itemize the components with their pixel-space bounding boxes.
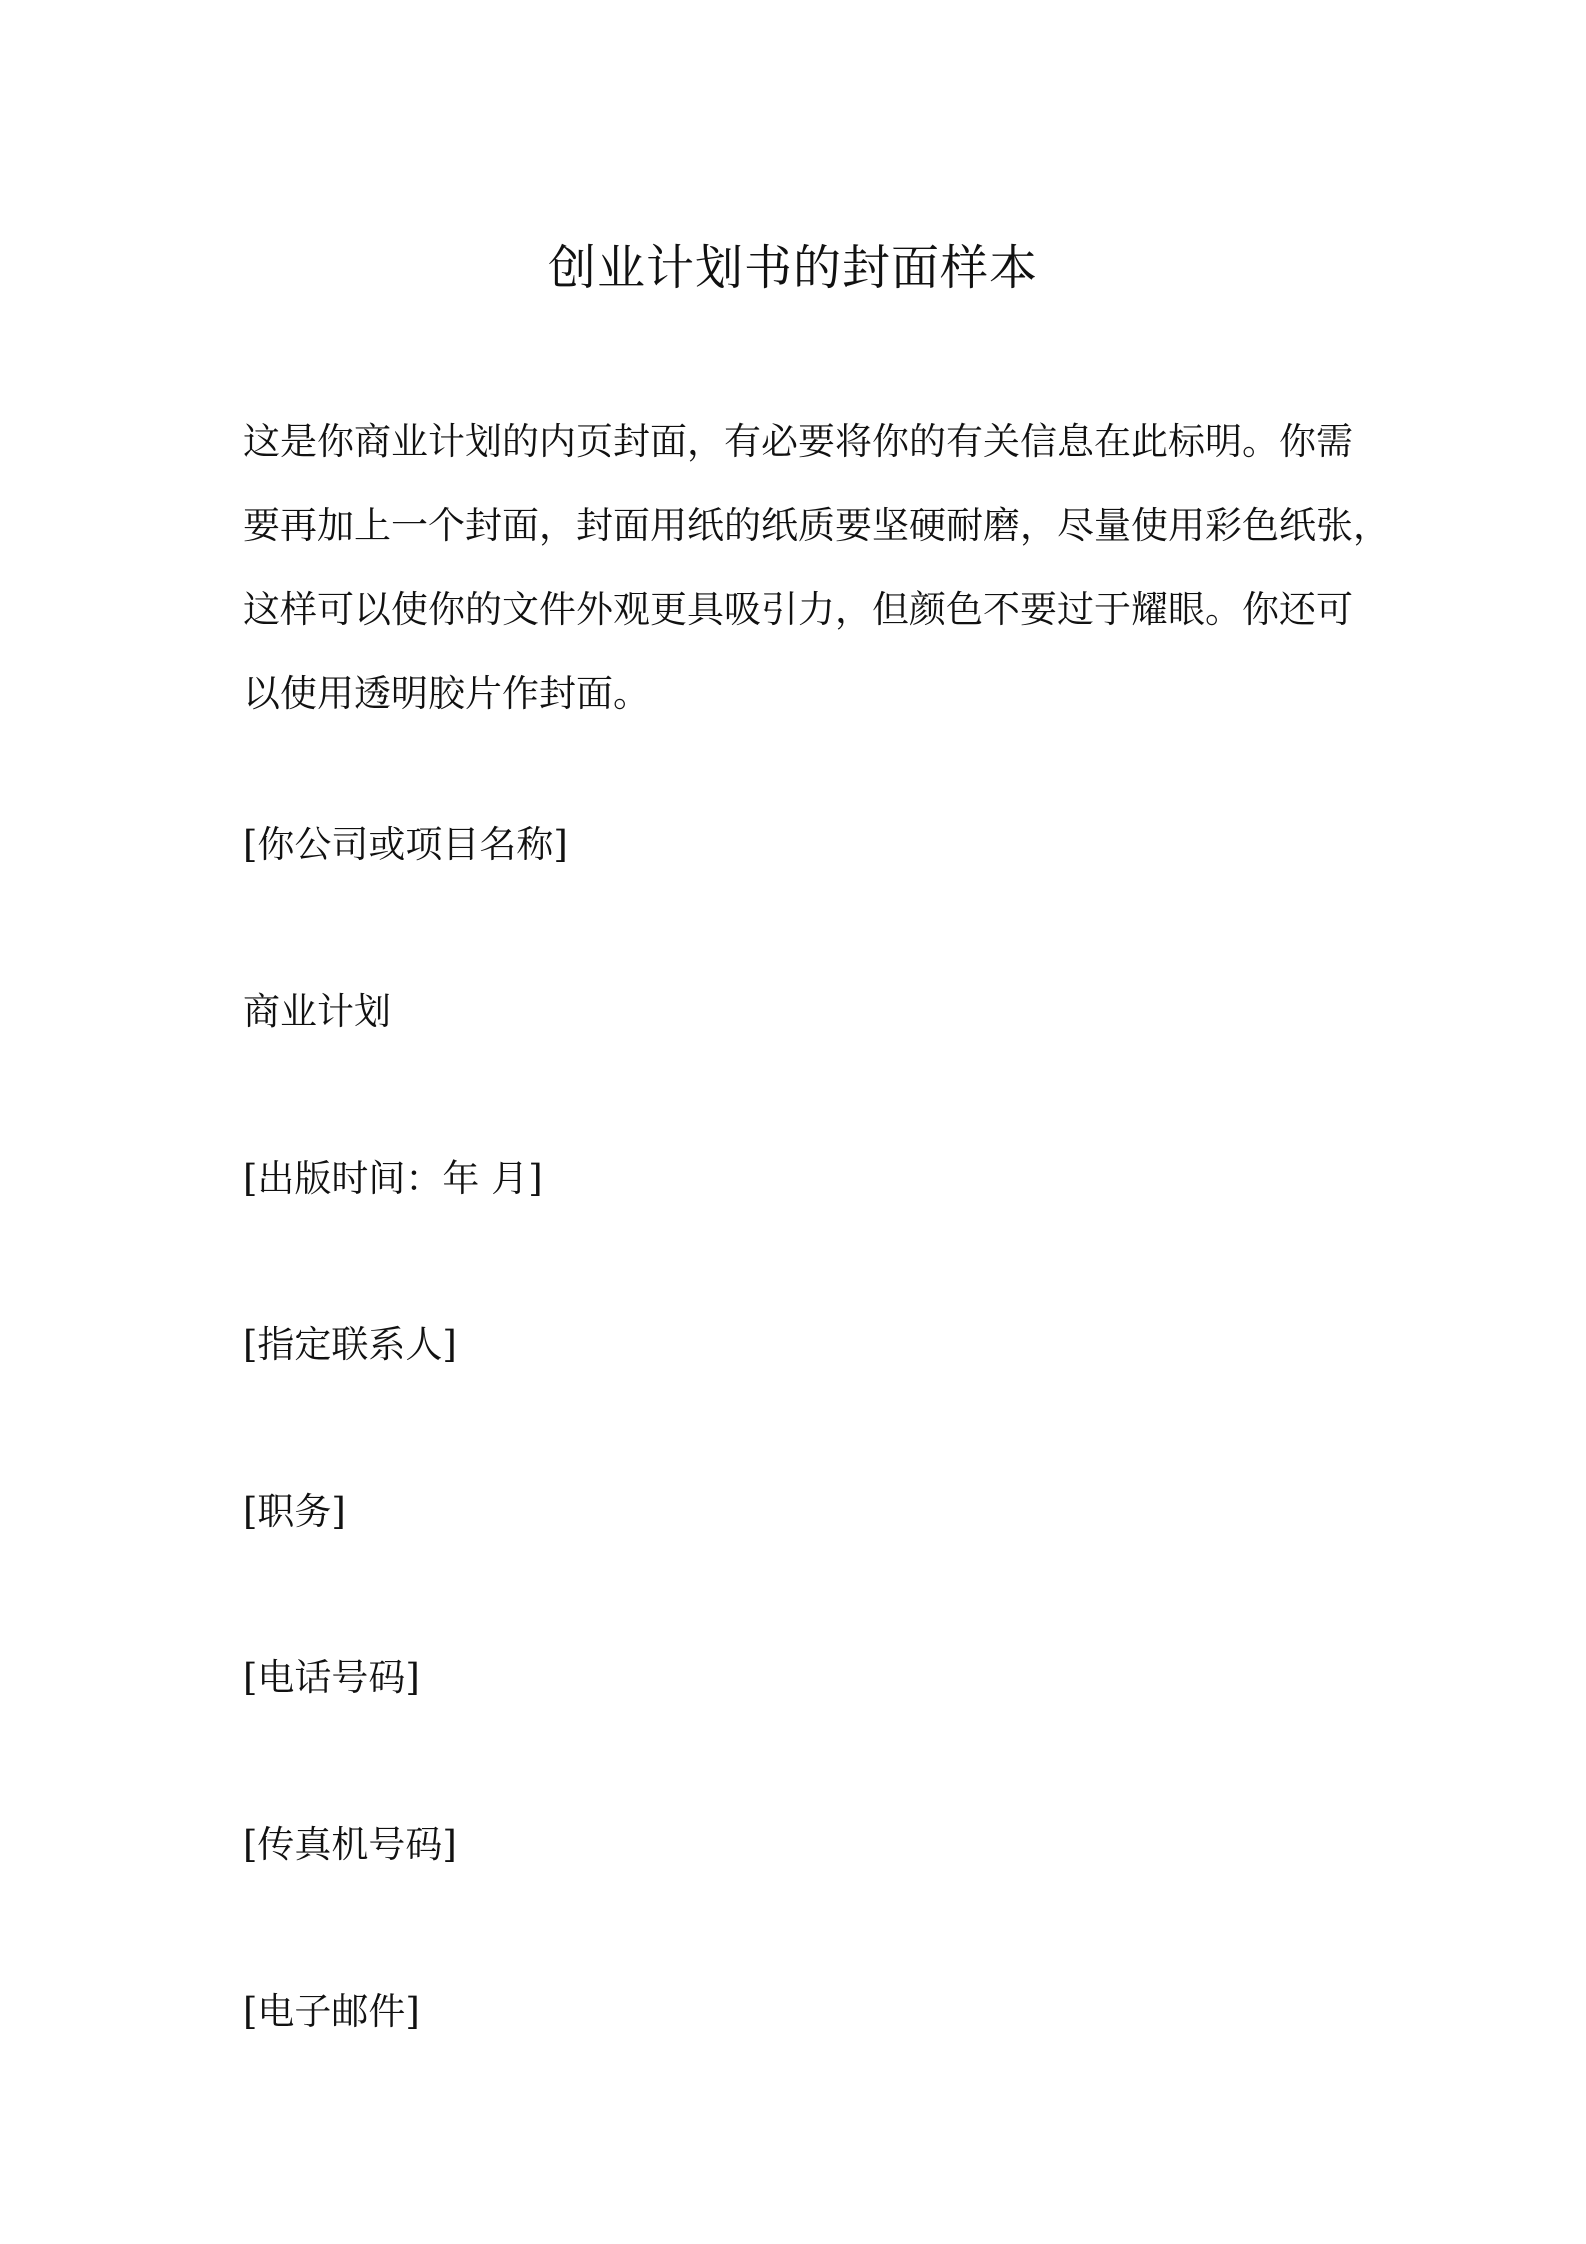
intro-line: 这样可以使你的文件外观更具吸引力，但颜色不要过于耀眼。你还可 xyxy=(243,588,1353,631)
document-title: 创业计划书的封面样本 xyxy=(547,240,1038,296)
publish-date-field: [出版时间：年 月] xyxy=(243,1157,543,1200)
business-plan-label: 商业计划 xyxy=(243,990,391,1033)
fax-field: [传真机号码] xyxy=(243,1823,457,1866)
intro-line: 要再加上一个封面，封面用纸的纸质要坚硬耐磨，尽量使用彩色纸张， xyxy=(243,504,1390,547)
company-name-field: [你公司或项目名称] xyxy=(243,823,568,866)
contact-person-field: [指定联系人] xyxy=(243,1323,457,1366)
intro-paragraph xyxy=(243,400,1390,736)
email-field: [电子邮件] xyxy=(243,1990,420,2033)
phone-field: [电话号码] xyxy=(243,1656,420,1699)
intro-line: 这是你商业计划的内页封面，有必要将你的有关信息在此标明。你需 xyxy=(243,420,1353,463)
position-field: [职务] xyxy=(243,1490,346,1533)
intro-line: 以使用透明胶片作封面。 xyxy=(243,672,650,715)
